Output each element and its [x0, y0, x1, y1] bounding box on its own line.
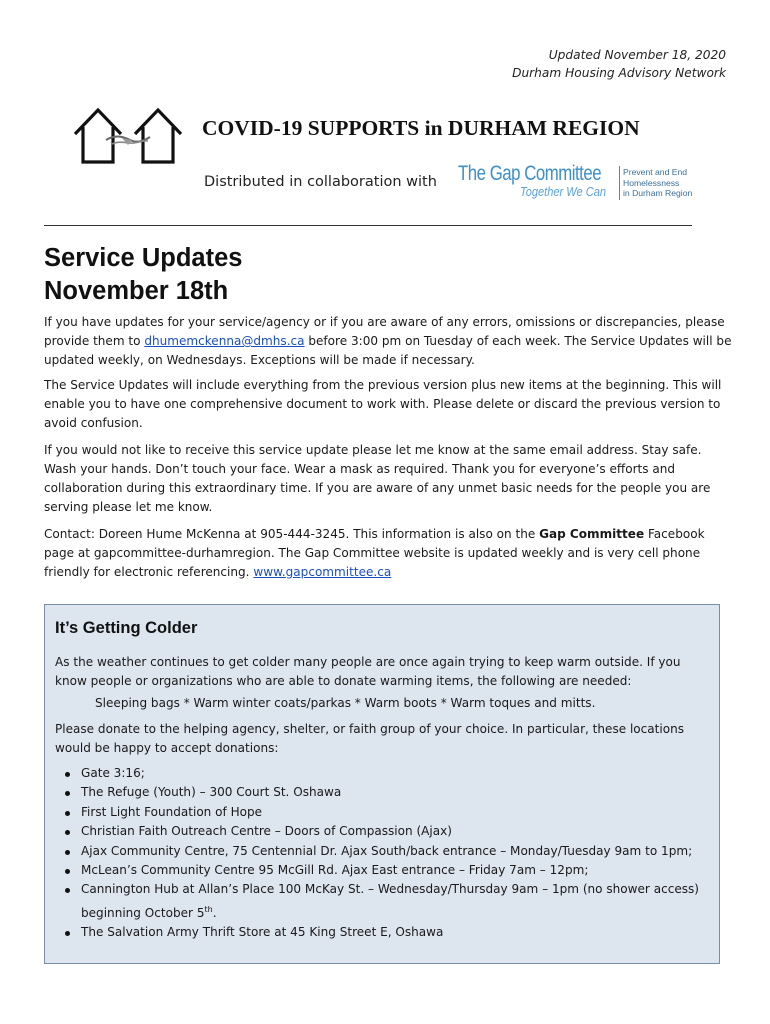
location-text: .	[212, 905, 217, 920]
page-heading	[44, 242, 242, 308]
intro-text: before 3:00 pm on Tuesday of each week. The Service Updates will be updated weekly, on Wednesdays. Exceptions will be made if necessary.	[44, 334, 732, 367]
heading-line: Service Updates	[44, 244, 243, 272]
location-text: Christian Faith Outreach Centre – Doors of Compassion (Ajax)	[81, 824, 452, 839]
location-text: Cannington Hub at Allan’s Place 100 McKay St. – Wednesday/Thursday 9am – 1pm (no shower access) beginning October 5	[81, 882, 700, 920]
gap-committee-logo	[458, 162, 698, 206]
colder-intro	[55, 653, 715, 691]
needed-items	[55, 694, 755, 713]
bullet-icon	[65, 931, 70, 936]
location-text: Ajax Community Centre, 75 Centennial Dr. Ajax South/back entrance – Monday/Tuesday 9am to 1pm;	[81, 843, 693, 858]
list-item	[55, 783, 715, 802]
list-item	[55, 842, 715, 861]
location-text: Gate 3:16;	[81, 766, 145, 780]
colder-text: As the weather continues to get colder many people are once again trying to keep warm outside. If you know people or organizations who are able to donate warming items, the following are needed:	[55, 655, 681, 688]
donate-text: Please donate to the helping agency, shelter, or faith group of your choice. In particular, these locations would be happy to accept donations:	[55, 722, 685, 755]
gap-logo-divider	[619, 166, 620, 200]
bullet-icon	[65, 830, 70, 835]
distributed-text: Distributed in collaboration with	[204, 174, 437, 190]
location-superscript: th	[204, 904, 213, 914]
getting-colder-box	[44, 604, 720, 964]
intro-text: If you would not like to receive this service update please let me know at the same email address. Stay safe. Wash your hands. Don’t touch your face. Wear a mask as required. Thank you for everyone’s efforts and collaboration during this extraordinary time. If you are aware of any unmet basic needs for the people you are serving please let me know.	[44, 443, 711, 514]
updated-notice	[512, 46, 726, 82]
locations-list-wrap	[55, 764, 715, 943]
list-item	[55, 880, 715, 923]
list-item	[55, 822, 715, 841]
locations-list	[55, 764, 715, 943]
gap-committee-bold: Gap Committee	[539, 527, 645, 541]
contact-text: Contact: Doreen Hume McKenna at 905-444-3245. This information is also on the	[44, 527, 540, 541]
list-item	[55, 923, 715, 942]
location-text: First Light Foundation of Hope	[81, 804, 263, 819]
email-link[interactable]: dhumemckenna@dmhs.ca	[144, 334, 305, 348]
bullet-icon	[65, 869, 70, 874]
org-name: Durham Housing Advisory Network	[512, 66, 726, 80]
contact-paragraph	[44, 525, 734, 582]
list-item	[55, 861, 715, 880]
location-text: The Salvation Army Thrift Store at 45 King Street E, Oshawa	[81, 925, 444, 940]
intro-paragraph-1	[44, 313, 734, 370]
bullet-icon	[65, 888, 70, 893]
donate-paragraph	[55, 720, 715, 758]
contact-text: Facebook page at gapcommittee-durhamregion. The Gap Committee website is updated weekly and is very cell phone friendly for electronic referencing.	[44, 527, 705, 579]
bullet-icon	[65, 850, 70, 855]
list-item	[55, 764, 715, 783]
bullet-icon	[65, 772, 70, 777]
gap-logo-side-text	[623, 167, 692, 199]
intro-paragraph-2	[44, 376, 734, 433]
gap-logo-side-line: Homelessness	[623, 177, 680, 188]
header-divider	[44, 225, 692, 226]
intro-text: If you have updates for your service/agency or if you are aware of any errors, omissions or discrepancies, please provide them to	[44, 315, 725, 348]
list-item	[55, 803, 715, 822]
intro-text: The Service Updates will include everything from the previous version plus new items at the beginning. This will enable you to have one comprehensive document to work with. Please delete or discard the previous version to avoid confusion.	[44, 378, 722, 430]
document-title: COVID-19 SUPPORTS in DURHAM REGION	[202, 116, 640, 140]
gap-logo-name: The Gap Committee	[458, 162, 602, 185]
intro-paragraph-3	[44, 441, 734, 517]
needed-items-text: Sleeping bags * Warm winter coats/parkas * Warm boots * Warm toques and mitts.	[95, 696, 596, 710]
updated-date: Updated November 18, 2020	[548, 48, 726, 62]
gap-logo-tagline: Together We Can	[520, 184, 607, 199]
gap-logo-side-line: Prevent and End	[623, 167, 688, 177]
website-link[interactable]: www.gapcommittee.ca	[253, 565, 392, 579]
location-text: McLean’s Community Centre 95 McGill Rd. Ajax East entrance – Friday 7am – 12pm;	[81, 863, 589, 878]
bullet-icon	[65, 791, 70, 796]
heading-line: November 18th	[44, 277, 229, 305]
houses-handshake-logo	[72, 104, 184, 168]
gap-logo-side-line: in Durham Region	[623, 188, 693, 199]
location-text: The Refuge (Youth) – 300 Court St. Oshawa	[81, 785, 342, 800]
box-title: It’s Getting Colder	[55, 619, 198, 637]
bullet-icon	[65, 811, 70, 816]
